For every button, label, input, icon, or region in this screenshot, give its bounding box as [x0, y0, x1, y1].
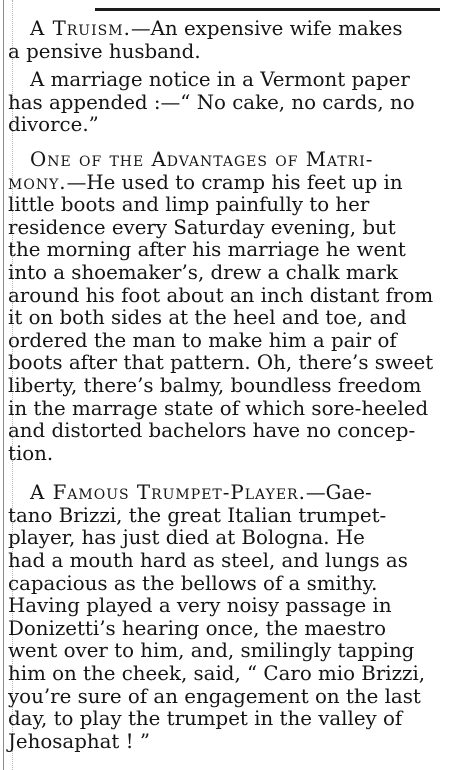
article-line [8, 149, 440, 172]
article-line: him on the cheek, said, “ Caro mio Brizzi, [8, 662, 426, 686]
article-line: into a shoemaker’s, drew a chalk mark [8, 260, 398, 284]
article-line: and distorted bachelors have no concep- [8, 419, 416, 443]
article-marriage-notice [8, 69, 440, 137]
top-rule [95, 8, 440, 11]
article-line: you’re sure of an engagement on the last [8, 684, 421, 708]
article-advantages-of-matrimony [8, 149, 440, 465]
article-line: boots after that pattern. Oh, there’s sweet [8, 351, 434, 375]
article-line: capacious as the bellows of a smithy. [8, 571, 378, 595]
article-line: tion. [8, 441, 54, 465]
article-title-cont: mony. [8, 170, 67, 194]
article-truism [8, 18, 440, 63]
article-line: day, to play the trumpet in the valley of [8, 707, 403, 731]
article-line: it on both sides at the heel and toe, and [8, 306, 407, 330]
article-title: One of the Advantages of Matri- [30, 147, 374, 171]
article-line: has appended :—“ No cake, no cards, no [8, 90, 415, 114]
article-line: residence every Saturday evening, but [8, 215, 396, 239]
article-line: went over to him, and, smilingly tapping [8, 639, 415, 663]
article-line: ordered the man to make him a pair of [8, 328, 397, 352]
left-column-rule [3, 0, 4, 770]
article-line: liberty, there’s balmy, boundless freedom [8, 373, 422, 397]
article-line: had a mouth hard as steel, and lungs as [8, 549, 408, 573]
article-line: around his foot about an inch distant from [8, 283, 434, 307]
article-line: in the marrage state of which sore-heeled [8, 396, 429, 420]
article-line: A Famous Trumpet-Player.—Gae- [30, 481, 372, 505]
article-title: A Truism. [30, 17, 131, 40]
article-line: a pensive husband. [8, 39, 201, 63]
article-line: tano Brizzi, the great Italian trumpet- [8, 503, 387, 527]
article-line: Donizetti’s hearing once, the maestro [8, 616, 387, 640]
article-line: little boots and limp painfully to her [8, 193, 370, 217]
article-line: A Truism.—An expensive wife makes [30, 17, 403, 40]
article-line: Jehosaphat ! ” [8, 729, 151, 753]
article-title: A Famous Trumpet-Player. [30, 481, 306, 505]
article-line: mony.—He used to cramp his feet up in [8, 170, 403, 194]
newspaper-column [8, 18, 440, 753]
article-line: player, has just died at Bologna. He [8, 526, 365, 550]
article-line: Having played a very noisy passage in [8, 594, 392, 618]
article-line: A marriage notice in a Vermont paper [30, 68, 410, 92]
article-line: the morning after his marriage he went [8, 238, 406, 262]
article-line: divorce.” [8, 113, 99, 137]
article-famous-trumpet-player [8, 482, 440, 753]
